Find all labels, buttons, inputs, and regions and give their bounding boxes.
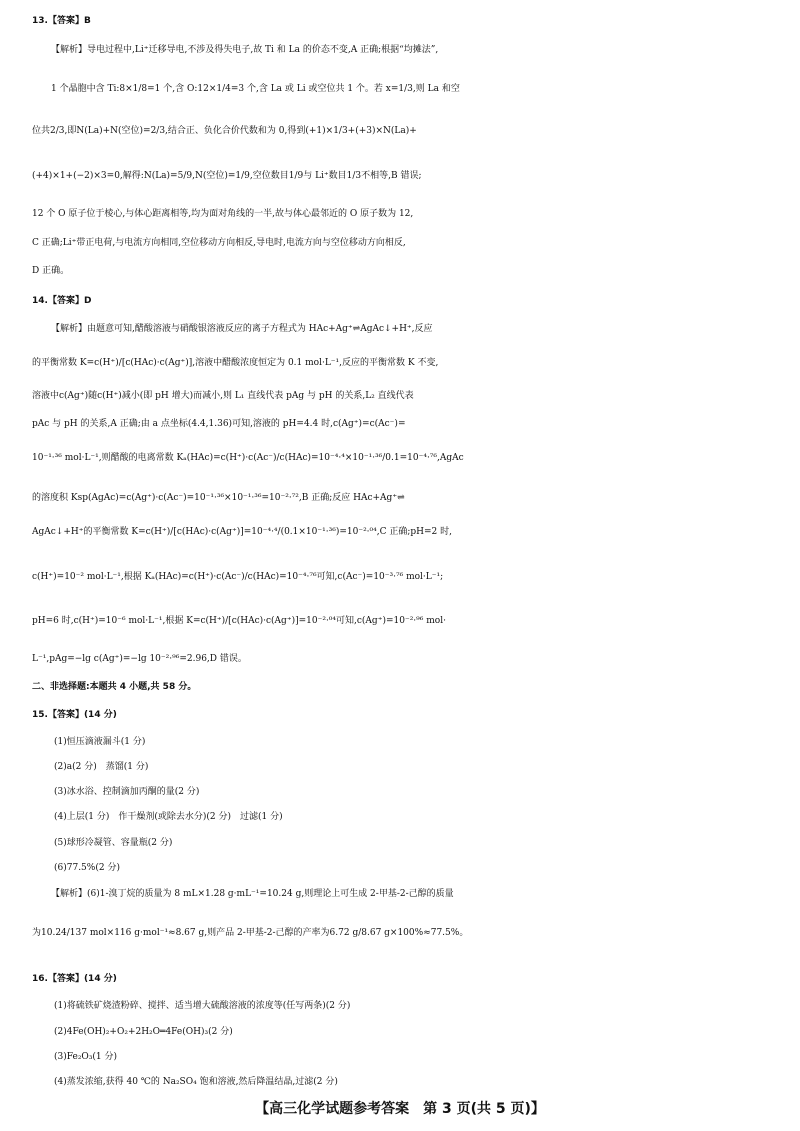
q14-explanation-line: pAc 与 pH 的关系,A 正确;由 a 点坐标(4.4,1.36)可知,溶液的 pH=4.4 时,c(Ag⁺)=c(Ac⁻)=: [32, 419, 406, 429]
q16-answer-item: (1)将硫铁矿烧渣粉碎、搅拌、适当增大硫酸溶液的浓度等(任写两条)(2 分): [54, 1001, 351, 1011]
q13-explanation-line: 12 个 O 原子位于棱心,与体心距离相等,均为面对角线的一半,故与体心最邻近的 O 原子数为 12,: [32, 209, 414, 219]
q16-answer-head: 16.【答案】(14 分): [32, 974, 117, 984]
q16-answer-item: (2)4Fe(OH)₂+O₂+2H₂O═4Fe(OH)₃(2 分): [54, 1027, 233, 1037]
q14-explanation-line: 的平衡常数 K=c(H⁺)/[c(HAc)·c(Ag⁺)],溶液中醋酸浓度恒定为 0.1 mol·L⁻¹,反应的平衡常数 K 不变,: [32, 358, 439, 368]
q14-explanation-line: AgAc↓+H⁺的平衡常数 K=c(H⁺)/[c(HAc)·c(Ag⁺)]=10⁻⁴·⁴/(0.1×10⁻¹·³⁶)=10⁻²·⁰⁴,C 正确;pH=2 时,: [32, 527, 452, 537]
q14-explanation-line: 10⁻¹·³⁶ mol·L⁻¹,则醋酸的电离常数 Kₐ(HAc)=c(H⁺)·c(Ac⁻)/c(HAc)=10⁻⁴·⁴×10⁻¹·³⁶/0.1=10⁻⁴·⁷⁶,AgAc: [32, 453, 464, 463]
q15-answer-item: (6)77.5%(2 分): [54, 863, 120, 873]
section-heading: 二、非选择题:本题共 4 小题,共 58 分。: [32, 682, 197, 692]
q14-explanation-line: 【解析】由题意可知,醋酸溶液与硝酸银溶液反应的离子方程式为 HAc+Ag⁺⇌AgAc↓+H⁺,反应: [51, 324, 433, 334]
q15-answer-item: (2)a(2 分) 蒸馏(1 分): [54, 762, 149, 772]
q15-answer-item: (4)上层(1 分) 作干燥剂(或除去水分)(2 分) 过滤(1 分): [54, 812, 283, 822]
q14-explanation-line: pH=6 时,c(H⁺)=10⁻⁶ mol·L⁻¹,根据 K=c(H⁺)/[c(HAc)·c(Ag⁺)]=10⁻²·⁰⁴可知,c(Ag⁺)=10⁻²·⁹⁶ mol·: [32, 616, 446, 626]
q14-explanation-line: c(H⁺)=10⁻² mol·L⁻¹,根据 Kₐ(HAc)=c(H⁺)·c(Ac⁻)/c(HAc)=10⁻⁴·⁷⁶可知,c(Ac⁻)=10⁻³·⁷⁶ mol·L⁻¹;: [32, 572, 444, 582]
q15-explanation-line: 为10.24/137 mol×116 g·mol⁻¹≈8.67 g,则产品 2-甲基-2-己醇的产率为6.72 g/8.67 g×100%≈77.5%。: [32, 928, 469, 938]
q14-explanation-line: L⁻¹,pAg=−lg c(Ag⁺)=−lg 10⁻²·⁹⁶=2.96,D 错误。: [32, 654, 247, 664]
page-footer: 【高三化学试题参考答案 第 3 页(共 5 页)】: [255, 1101, 545, 1117]
q15-answer-item: (5)球形冷凝管、容量瓶(2 分): [54, 838, 173, 848]
q13-explanation-line: 位共2/3,即N(La)+N(空位)=2/3,结合正、负化合价代数和为 0,得到(+1)×1/3+(+3)×N(La)+: [32, 126, 417, 136]
q15-answer-head: 15.【答案】(14 分): [32, 710, 117, 720]
q14-answer-head: 14.【答案】D: [32, 296, 92, 306]
q13-answer-head: 13.【答案】B: [32, 16, 91, 26]
q13-explanation-line: 1 个晶胞中含 Ti:8×1/8=1 个,含 O:12×1/4=3 个,含 La 或 Li 或空位共 1 个。若 x=1/3,则 La 和空: [51, 84, 460, 94]
q16-answer-item: (4)蒸发浓缩,获得 40 ℃的 Na₂SO₄ 饱和溶液,然后降温结晶,过滤(2 分): [54, 1077, 338, 1087]
q13-explanation-line: (+4)×1+(−2)×3=0,解得:N(La)=5/9,N(空位)=1/9,空位数目1/9与 Li⁺数目1/3不相等,B 错误;: [32, 171, 422, 181]
q13-explanation-line: D 正确。: [32, 266, 70, 276]
q15-answer-item: (3)冰水浴、控制滴加丙酮的量(2 分): [54, 787, 200, 797]
q15-answer-item: (1)恒压滴液漏斗(1 分): [54, 737, 146, 747]
q13-explanation-line: 【解析】导电过程中,Li⁺迁移导电,不涉及得失电子,故 Ti 和 La 的价态不变,A 正确;根据“均摊法”,: [51, 45, 439, 55]
q14-explanation-line: 的溶度积 Ksp(AgAc)=c(Ag⁺)·c(Ac⁻)=10⁻¹·³⁶×10⁻¹·³⁶=10⁻²·⁷²,B 正确;反应 HAc+Ag⁺⇌: [32, 493, 405, 503]
q16-answer-item: (3)Fe₂O₃(1 分): [54, 1052, 118, 1062]
q13-explanation-line: C 正确;Li⁺带正电荷,与电流方向相同,空位移动方向相反,导电时,电流方向与空位移动方向相反,: [32, 238, 406, 248]
q15-explanation-line: 【解析】(6)1-溴丁烷的质量为 8 mL×1.28 g·mL⁻¹=10.24 g,则理论上可生成 2-甲基-2-己醇的质量: [51, 889, 454, 899]
q14-explanation-line: 溶液中c(Ag⁺)随c(H⁺)减小(即 pH 增大)而减小,则 L₁ 直线代表 pAg 与 pH 的关系,L₂ 直线代表: [32, 391, 414, 401]
